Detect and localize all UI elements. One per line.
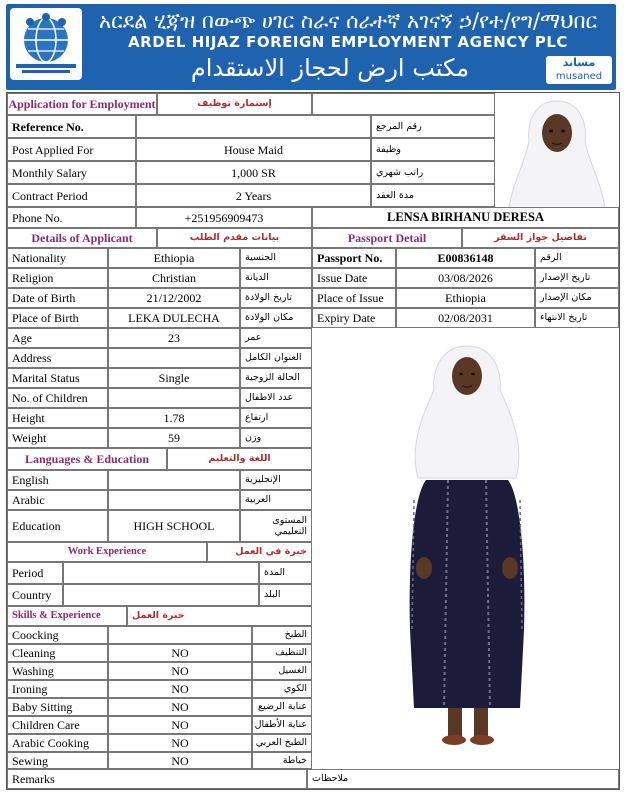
- field-label: Nationality: [7, 248, 108, 268]
- field-label: Education: [7, 510, 108, 542]
- field-label: No. of Children: [7, 388, 108, 408]
- application-title-arabic: إستمارة توظيف: [157, 93, 312, 115]
- agency-name-arabic: مكتب ارض لحجاز الاستقدام: [190, 54, 470, 82]
- field-label: Weight: [7, 428, 108, 448]
- field-label-arabic: الطبخ: [252, 626, 312, 644]
- place-of-birth-value: LEKA DULECHA: [108, 308, 240, 328]
- field-label: Arabic Cooking: [7, 734, 108, 752]
- place-of-issue-value: Ethiopia: [396, 288, 535, 308]
- date-of-birth-value: 21/12/2002: [108, 288, 240, 308]
- height-value: 1.78: [108, 408, 240, 428]
- field-label-arabic: المستوى التعليمي: [240, 510, 312, 542]
- field-label-arabic: الديانة: [240, 268, 312, 288]
- cooking-value: [108, 626, 252, 644]
- field-label-arabic: مدة العقد: [371, 184, 495, 207]
- expiry-date-value: 02/08/2031: [396, 308, 535, 328]
- field-label: Passport No.: [312, 248, 396, 268]
- field-label-arabic: راتب شهري: [371, 161, 495, 184]
- issue-date-value: 03/08/2026: [396, 268, 535, 288]
- field-label: Expiry Date: [312, 308, 396, 328]
- reference-number-value: [136, 115, 371, 138]
- field-label-arabic: المدة: [259, 562, 312, 584]
- field-label-arabic: خياطة: [252, 752, 312, 769]
- languages-section-title-arabic: اللغة والتعليم: [167, 448, 312, 470]
- field-label: Baby Sitting: [7, 698, 108, 716]
- application-title: Application for Employment: [7, 93, 157, 115]
- field-label: Children Care: [7, 716, 108, 734]
- baby-sitting-value: NO: [108, 698, 252, 716]
- english-level-value: [108, 470, 240, 490]
- religion-value: Christian: [108, 268, 240, 288]
- details-section-title: Details of Applicant: [7, 228, 157, 248]
- marital-status-value: Single: [108, 368, 240, 388]
- field-label-arabic: تاريخ الولادة: [240, 288, 312, 308]
- field-label: Place of Birth: [7, 308, 108, 328]
- sewing-value: NO: [108, 752, 252, 769]
- applicant-full-name: LENSA BIRHANU DERESA: [312, 207, 619, 228]
- field-label: Ironing: [7, 680, 108, 698]
- field-label: Marital Status: [7, 368, 108, 388]
- field-label-arabic: مكان الإصدار: [535, 288, 619, 308]
- details-section-title-arabic: بيانات مقدم الطلب: [157, 228, 312, 248]
- field-label-arabic: الإنجليزية: [240, 470, 312, 490]
- field-label-arabic: عمر: [240, 328, 312, 348]
- work-section-title-arabic: خبرة في العمل: [207, 542, 312, 562]
- field-label: Post Applied For: [7, 138, 136, 161]
- globe-logo-icon: [10, 8, 82, 80]
- work-period-value: [63, 562, 259, 584]
- field-label-arabic: وزن: [240, 428, 312, 448]
- monthly-salary-value: 1,000 SR: [136, 161, 371, 184]
- field-label-arabic: العنوان الكامل: [240, 348, 312, 368]
- passport-section-title: Passport Detail: [312, 228, 462, 248]
- field-label-arabic: مكان الولادة: [240, 308, 312, 328]
- field-label: Monthly Salary: [7, 161, 136, 184]
- field-label: Place of Issue: [312, 288, 396, 308]
- skills-section-title-arabic: خبرة العمل: [127, 606, 312, 626]
- weight-value: 59: [108, 428, 240, 448]
- field-label: Country: [7, 584, 63, 606]
- languages-section-title: Languages & Education: [7, 448, 167, 470]
- nationality-value: Ethiopia: [108, 248, 240, 268]
- field-label-arabic: الحالة الزوجية: [240, 368, 312, 388]
- field-label-arabic: الرقم: [535, 248, 619, 268]
- age-value: 23: [108, 328, 240, 348]
- cleaning-value: NO: [108, 644, 252, 662]
- children-care-value: NO: [108, 716, 252, 734]
- children-count-value: [108, 388, 240, 408]
- field-label: Cleaning: [7, 644, 108, 662]
- field-label-arabic: ارتفاع: [240, 408, 312, 428]
- field-label-arabic: الكوي: [252, 680, 312, 698]
- remarks-label-arabic: ملاحظات: [307, 769, 619, 789]
- musaned-logo-english: musaned: [555, 71, 603, 82]
- field-label: Reference No.: [7, 115, 136, 138]
- washing-value: NO: [108, 662, 252, 680]
- field-label-arabic: تاريخ الإصدار: [535, 268, 619, 288]
- field-label-arabic: عناية الأطفال: [252, 716, 312, 734]
- work-country-value: [63, 584, 259, 606]
- arabic-cooking-value: NO: [108, 734, 252, 752]
- field-label: Height: [7, 408, 108, 428]
- skills-section-title: Skills & Experience: [7, 606, 127, 626]
- address-value: [108, 348, 240, 368]
- field-label-arabic: الغسيل: [252, 662, 312, 680]
- field-label: Arabic: [7, 490, 108, 510]
- agency-logo: [10, 8, 82, 80]
- field-label-arabic: البلد: [259, 584, 312, 606]
- field-label: Age: [7, 328, 108, 348]
- field-label: Sewing: [7, 752, 108, 769]
- field-label: Religion: [7, 268, 108, 288]
- field-label: Washing: [7, 662, 108, 680]
- field-label: Date of Birth: [7, 288, 108, 308]
- field-label-arabic: عدد الاطفال: [240, 388, 312, 408]
- field-label: Contract Period: [7, 184, 136, 207]
- musaned-logo-arabic: مساند: [562, 56, 596, 69]
- field-label-arabic: التنظيف: [252, 644, 312, 662]
- work-section-title: Work Experience: [7, 542, 207, 562]
- applicant-portrait-photo: [495, 93, 619, 208]
- post-applied-value: House Maid: [136, 138, 371, 161]
- field-label: Coocking: [7, 626, 108, 644]
- field-label-arabic: العربية: [240, 490, 312, 510]
- contract-period-value: 2 Years: [136, 184, 371, 207]
- field-label-arabic: الجنسية: [240, 248, 312, 268]
- education-value: HIGH SCHOOL: [108, 510, 240, 542]
- arabic-level-value: [108, 490, 240, 510]
- agency-name-english: ARDEL HIJAZ FOREIGN EMPLOYMENT AGENCY PLC: [128, 33, 568, 51]
- field-label-arabic: الطبخ العربي: [252, 734, 312, 752]
- field-label-arabic: رقم المرجع: [371, 115, 495, 138]
- field-label-arabic: عناية الرضيع: [252, 698, 312, 716]
- passport-section-title-arabic: تفاصيل جواز السفر: [462, 228, 619, 248]
- phone-number-value: +251956909473: [136, 207, 312, 228]
- passport-number-value: E00836148: [396, 248, 535, 268]
- applicant-full-body-photo: [314, 330, 619, 768]
- field-label: English: [7, 470, 108, 490]
- field-label: Period: [7, 562, 63, 584]
- field-label-arabic: تاريخ الانتهاء: [535, 308, 619, 328]
- application-title-spacer: [312, 93, 495, 115]
- field-label: Address: [7, 348, 108, 368]
- remarks-label: Remarks: [7, 769, 307, 789]
- field-label-arabic: وظيفة: [371, 138, 495, 161]
- agency-name-amharic: አርደል ሂጃዝ በውጭ ሀገር ስራና ሰራተኛ አገናኝ ኃ/የተ/የግ/ማህበር: [98, 9, 598, 33]
- ironing-value: NO: [108, 680, 252, 698]
- field-label: Phone No.: [7, 207, 136, 228]
- field-label: Issue Date: [312, 268, 396, 288]
